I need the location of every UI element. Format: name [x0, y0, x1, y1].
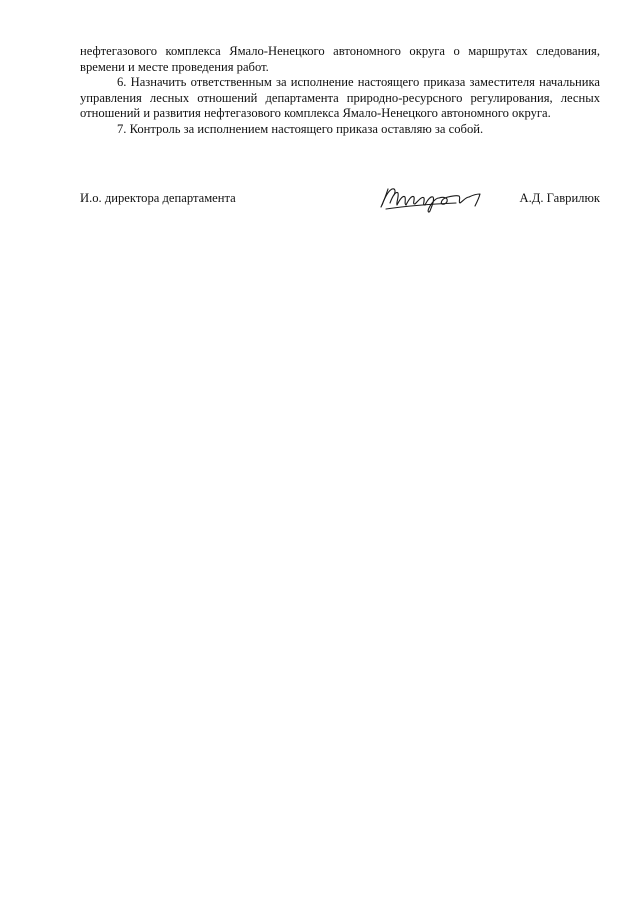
paragraph-item-6: 6. Назначить ответственным за исполнение настоящего приказа заместителя начальника управления лесных отношений департамента природно-ресурсного регулирования, лесных отношений и развития нефтегазового комплекса Ямало-Ненецкого автономного округа.	[80, 75, 600, 121]
paragraph-continuation: нефтегазового комплекса Ямало-Ненецкого автономного округа о маршрутах следования, времени и месте проведения работ.	[80, 44, 600, 74]
signature-block	[80, 185, 600, 215]
signatory-position: И.о. директора департамента	[80, 191, 236, 205]
signatory-name: А.Д. Гаврилюк	[519, 191, 600, 205]
paragraph-item-7: 7. Контроль за исполнением настоящего приказа оставляю за собой.	[117, 121, 484, 136]
document-body	[80, 44, 600, 138]
handwritten-signature	[376, 185, 496, 215]
